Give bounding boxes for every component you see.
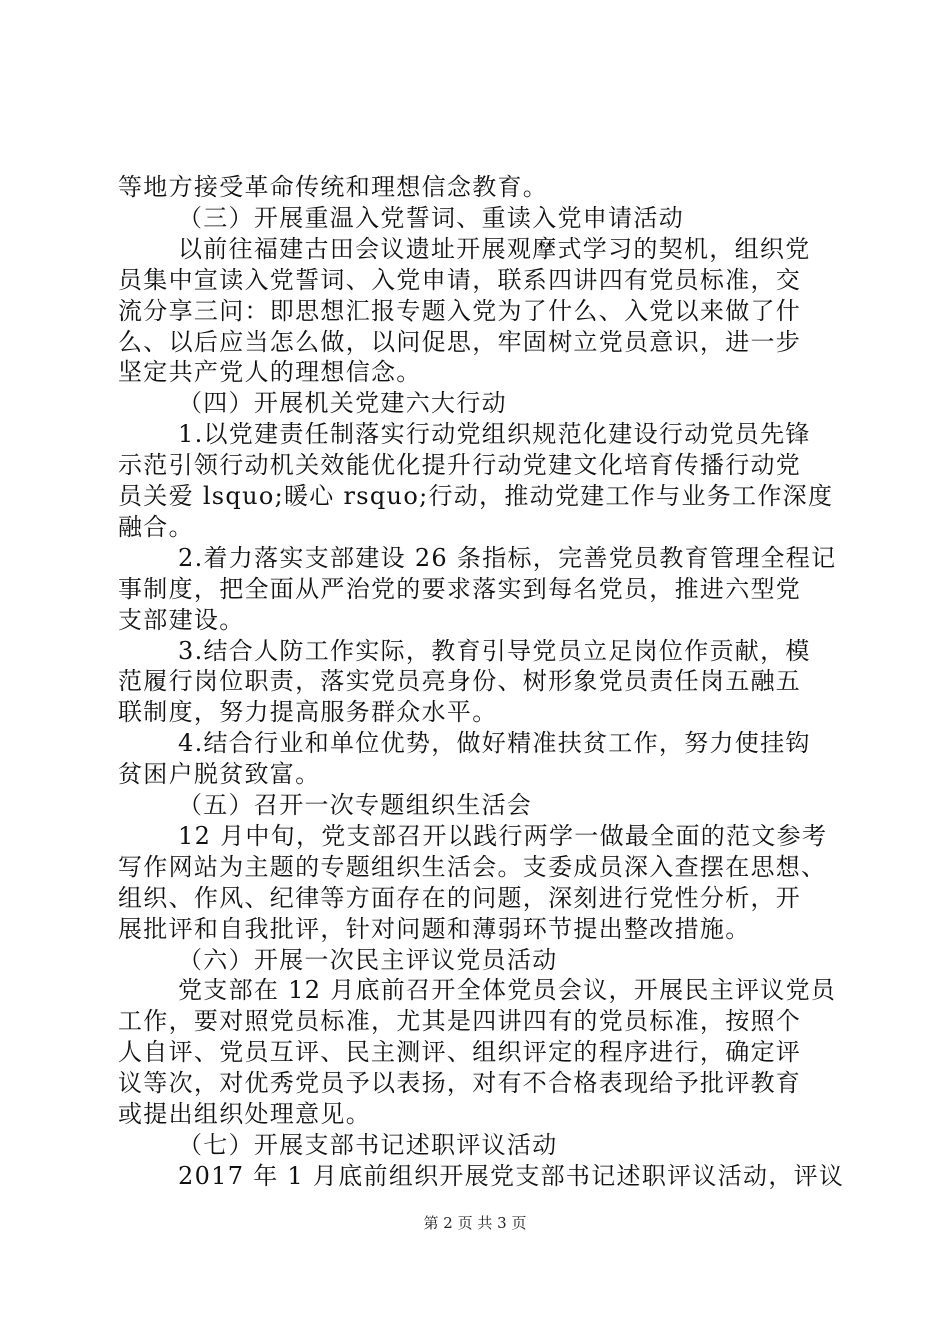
text-line: 员集中宣读入党誓词、入党申请，联系四讲四有党员标准，交 [118,266,802,294]
text-line: 议等次，对优秀党员予以表扬，对有不合格表现给予批评教育 [118,1069,802,1097]
section-heading: （三）开展重温入党誓词、重读入党申请活动 [178,204,684,232]
text-line: 工作，要对照党员标准，尤其是四讲四有的党员标准，按照个 [118,1007,802,1035]
text-line: 党支部在 12 月底前召开全体党员会议，开展民主评议党员 [178,976,837,1004]
text-line: 12 月中旬，党支部召开以践行两学一做最全面的范文参考 [178,822,828,850]
text-line: 事制度，把全面从严治党的要求落实到每名党员，推进六型党 [118,575,802,603]
text-line: 2.着力落实支部建设 26 条指标，完善党员教育管理全程记 [178,544,837,572]
text-line: 支部建设。 [118,606,245,634]
section-heading: （六）开展一次民主评议党员活动 [178,946,558,974]
text-line: 示范引领行动机关效能优化提升行动党建文化培育传播行动党 [118,451,802,479]
text-line: 联制度，努力提高服务群众水平。 [118,698,498,726]
section-heading: （四）开展机关党建六大行动 [178,389,507,417]
text-line: 贫困户脱贫致富。 [118,760,321,788]
text-line: 2017 年 1 月底前组织开展党支部书记述职评议活动，评议 [178,1162,845,1190]
page-number-footer: 第 2 页 共 3 页 [423,1214,527,1232]
text-line: 员关爱 lsquo;暖心 rsquo;行动，推动党建工作与业务工作深度 [118,482,834,510]
text-line: 坚定共产党人的理想信念。 [118,358,422,386]
text-line: 写作网站为主题的专题组织生活会。支委成员深入查摆在思想、 [118,853,827,881]
text-line: 范履行岗位职责，落实党员亮身份、树形象党员责任岗五融五 [118,667,802,695]
text-line: 以前往福建古田会议遗址开展观摩式学习的契机，组织党 [178,235,811,263]
text-line: 人自评、党员互评、民主测评、组织评定的程序进行，确定评 [118,1038,802,1066]
text-line: 流分享三问：即思想汇报专题入党为了什么、入党以来做了什 [118,297,802,325]
text-line: 或提出组织处理意见。 [118,1100,371,1128]
text-line: 融合。 [118,513,194,541]
section-heading: （五）召开一次专题组织生活会 [178,791,533,819]
text-line: 3.结合人防工作实际，教育引导党员立足岗位作贡献，模 [178,637,811,665]
text-line: 组织、作风、纪律等方面存在的问题，深刻进行党性分析，开 [118,884,802,912]
text-line: 么、以后应当怎么做，以问促思，牢固树立党员意识，进一步 [118,328,802,356]
text-line: 等地方接受革命传统和理想信念教育。 [118,173,549,201]
section-heading: （七）开展支部书记述职评议活动 [178,1131,558,1159]
text-line: 展批评和自我批评，针对问题和薄弱环节提出整改措施。 [118,915,751,943]
text-line: 4.结合行业和单位优势，做好精准扶贫工作，努力使挂钩 [178,729,811,757]
text-line: 1.以党建责任制落实行动党组织规范化建设行动党员先锋 [178,420,811,448]
